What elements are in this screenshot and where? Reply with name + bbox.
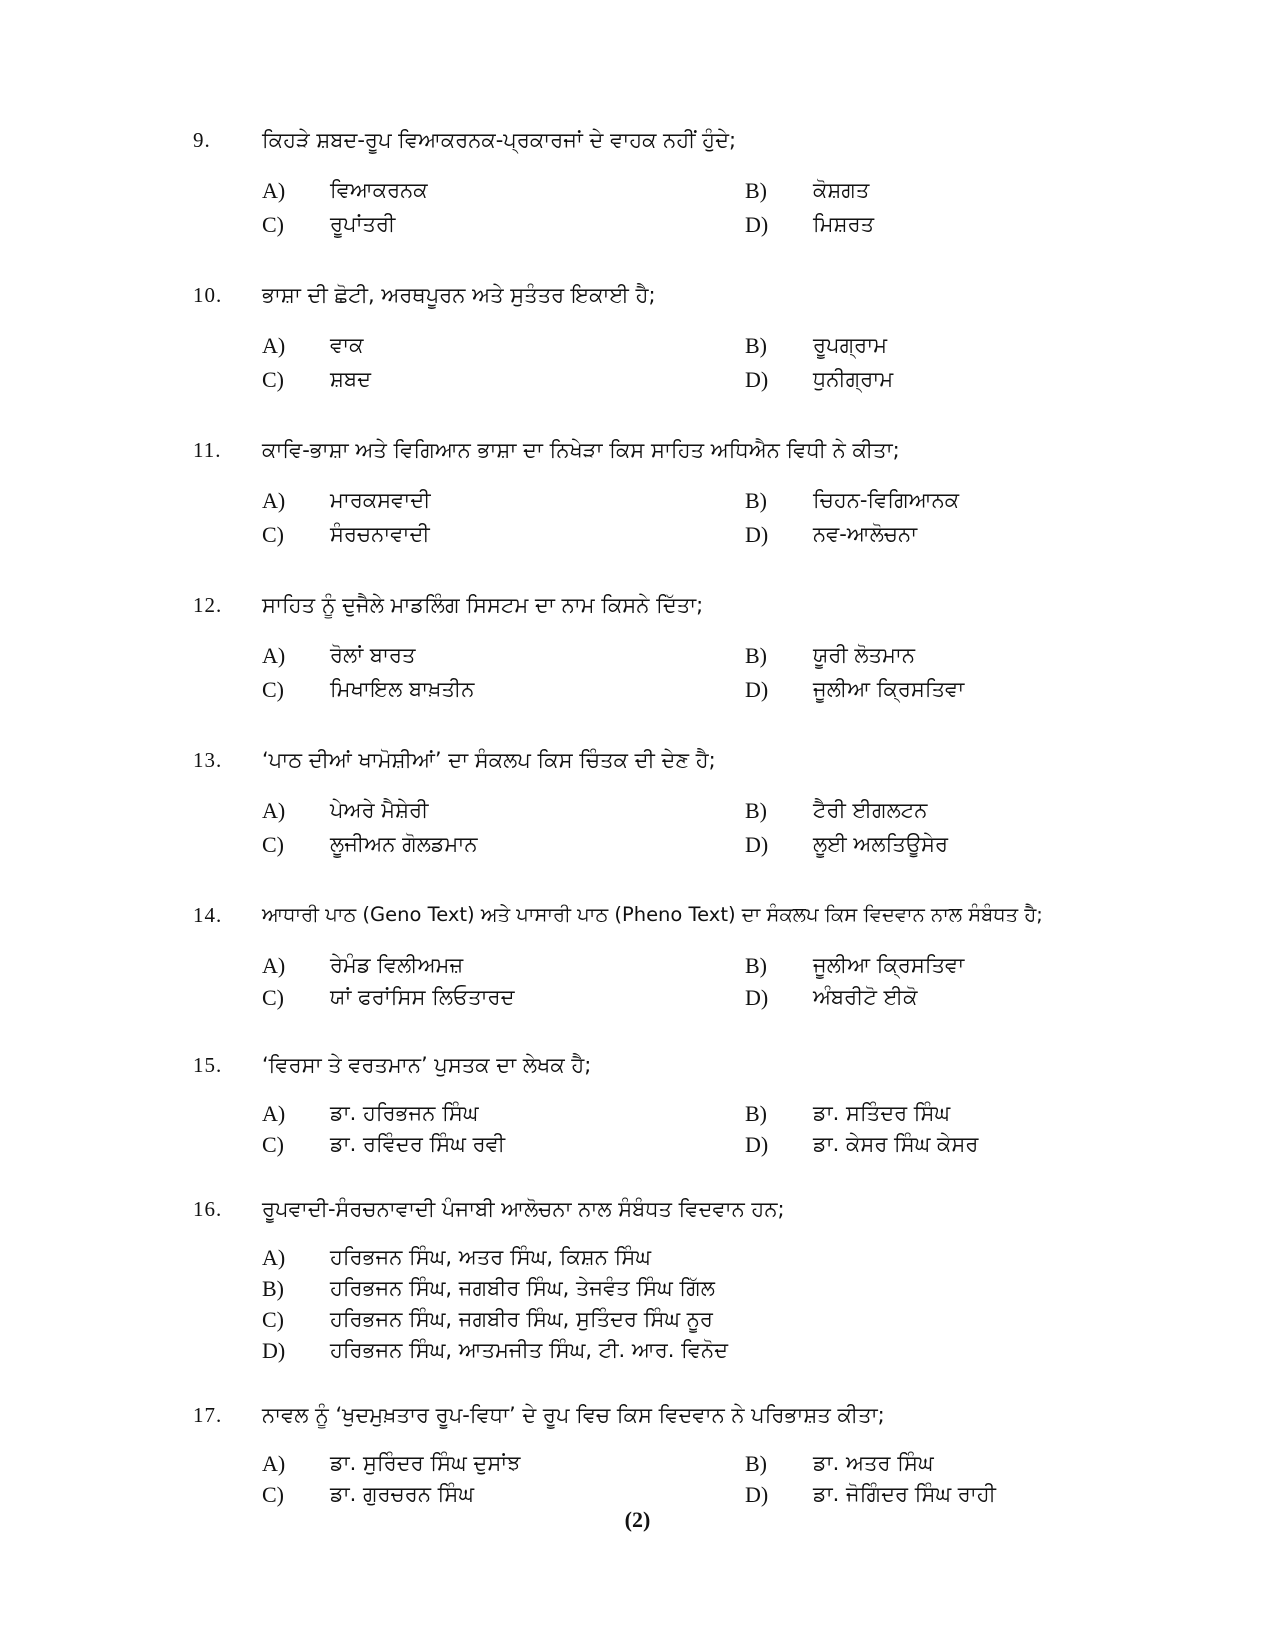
option-letter: D) <box>745 212 769 237</box>
option-text: ਸੰਰਚਨਾਵਾਦੀ <box>330 522 430 546</box>
question-text: ‘ਪਾਠ ਦੀਆਂ ਖਾਮੋਸ਼ੀਆਂ’ ਦਾ ਸੰਕਲਪ ਕਿਸ ਚਿੰਤਕ ਦੀ ਦੇਣ ਹੈ; <box>262 748 716 772</box>
option-letter: A) <box>262 643 286 668</box>
option-text: ਰੇਮੰਡ ਵਿਲੀਅਮਜ਼ <box>330 953 464 977</box>
option-letter: A) <box>262 1245 286 1270</box>
option-letter: B) <box>745 953 767 978</box>
question-number: 9. <box>193 128 211 152</box>
option-letter: D) <box>745 985 769 1010</box>
option-text: ਰੂਪਾਂਤਰੀ <box>330 212 396 236</box>
option-text: ਜੂਲੀਆ ਕ੍ਰਿਸਤਿਵਾ <box>813 953 965 977</box>
option-letter: A) <box>262 953 286 978</box>
option-letter: C) <box>262 1132 284 1157</box>
option-text: ਟੈਰੀ ਈਗਲਟਨ <box>813 798 928 822</box>
option-letter: C) <box>262 1307 284 1332</box>
option-letter: A) <box>262 333 286 358</box>
option-text: ਚਿਹਨ-ਵਿਗਿਆਨਕ <box>813 488 960 512</box>
option-text: ਹਰਿਭਜਨ ਸਿੰਘ, ਆਤਮਜੀਤ ਸਿੰਘ, ਟੀ. ਆਰ. ਵਿਨੋਦ <box>330 1338 729 1362</box>
option-letter: D) <box>745 1482 769 1507</box>
question-text: ਕਿਹੜੇ ਸ਼ਬਦ-ਰੂਪ ਵਿਆਕਰਨਕ-ਪ੍ਰਕਾਰਜਾਂ ਦੇ ਵਾਹਕ ਨਹੀਂ ਹੁੰਦੇ; <box>262 128 737 152</box>
option-text: ਰੋਲਾਂ ਬਾਰਤ <box>330 643 416 667</box>
question-text: ਸਾਹਿਤ ਨੂੰ ਦੁਜੈਲੇ ਮਾਡਲਿੰਗ ਸਿਸਟਮ ਦਾ ਨਾਮ ਕਿਸਨੇ ਦਿੱਤਾ; <box>262 593 704 617</box>
option-text: ਡਾ. ਹਰਿਭਜਨ ਸਿੰਘ <box>330 1101 479 1125</box>
question-number: 13. <box>193 748 223 772</box>
option-text: ਡਾ. ਸੁਰਿੰਦਰ ਸਿੰਘ ਦੁਸਾਂਝ <box>330 1451 521 1475</box>
option-letter: A) <box>262 1101 286 1126</box>
option-letter: C) <box>262 522 284 547</box>
option-letter: D) <box>745 832 769 857</box>
option-letter: C) <box>262 832 284 857</box>
option-text: ਧੁਨੀਗ੍ਰਾਮ <box>813 367 894 391</box>
option-letter: B) <box>745 333 767 358</box>
option-letter: A) <box>262 798 286 823</box>
option-text: ਡਾ. ਕੇਸਰ ਸਿੰਘ ਕੇਸਰ <box>813 1132 979 1156</box>
option-text: ਕੋਸ਼ਗਤ <box>813 178 870 202</box>
option-letter: A) <box>262 488 286 513</box>
question-text: ਕਾਵਿ-ਭਾਸ਼ਾ ਅਤੇ ਵਿਗਿਆਨ ਭਾਸ਼ਾ ਦਾ ਨਿਖੇੜਾ ਕਿਸ ਸਾਹਿਤ ਅਧਿਐਨ ਵਿਧੀ ਨੇ ਕੀਤਾ; <box>262 438 900 462</box>
question-text: ‘ਵਿਰਸਾ ਤੇ ਵਰਤਮਾਨ’ ਪੁਸਤਕ ਦਾ ਲੇਖਕ ਹੈ; <box>262 1053 592 1077</box>
option-text: ਰੂਪਗ੍ਰਾਮ <box>813 333 888 357</box>
option-letter: B) <box>745 1451 767 1476</box>
option-letter: A) <box>262 178 286 203</box>
option-text: ਯਾਂ ਫਰਾਂਸਿਸ ਲਿਓਤਾਰਦ <box>330 985 515 1009</box>
option-letter: C) <box>262 985 284 1010</box>
option-text: ਮਿਸ਼ਰਤ <box>813 212 875 236</box>
question-text: ਨਾਵਲ ਨੂੰ ‘ਖੁਦਮੁਖ਼ਤਾਰ ਰੂਪ-ਵਿਧਾ’ ਦੇ ਰੂਪ ਵਿਚ ਕਿਸ ਵਿਦਵਾਨ ਨੇ ਪਰਿਭਾਸ਼ਤ ਕੀਤਾ; <box>262 1403 885 1427</box>
option-text: ਹਰਿਭਜਨ ਸਿੰਘ, ਜਗਬੀਰ ਸਿੰਘ, ਸੁਤਿੰਦਰ ਸਿੰਘ ਨੂਰ <box>330 1307 713 1331</box>
option-text: ਜੂਲੀਆ ਕ੍ਰਿਸਤਿਵਾ <box>813 677 965 701</box>
question-text: ਆਧਾਰੀ ਪਾਠ (Geno Text) ਅਤੇ ਪਾਸਾਰੀ ਪਾਠ (Pheno Text) ਦਾ ਸੰਕਲਪ ਕਿਸ ਵਿਦਵਾਨ ਨਾਲ ਸੰਬੰਧਤ ਹੈ; <box>262 903 1043 926</box>
option-text: ਡਾ. ਅਤਰ ਸਿੰਘ <box>813 1451 934 1475</box>
option-letter: C) <box>262 212 284 237</box>
option-letter: B) <box>745 488 767 513</box>
option-text: ਹਰਿਭਜਨ ਸਿੰਘ, ਅਤਰ ਸਿੰਘ, ਕਿਸ਼ਨ ਸਿੰਘ <box>330 1245 651 1269</box>
option-text: ਵਿਆਕਰਨਕ <box>330 178 428 202</box>
option-text: ਲੂਈ ਅਲਤਿਊਸੇਰ <box>813 832 949 856</box>
question-number: 16. <box>193 1197 223 1221</box>
option-letter: B) <box>745 178 767 203</box>
question-text: ਰੂਪਵਾਦੀ-ਸੰਰਚਨਾਵਾਦੀ ਪੰਜਾਬੀ ਆਲੋਚਨਾ ਨਾਲ ਸੰਬੰਧਤ ਵਿਦਵਾਨ ਹਨ; <box>262 1197 785 1221</box>
option-text: ਡਾ. ਜੋਗਿੰਦਰ ਸਿੰਘ ਰਾਹੀ <box>813 1482 996 1506</box>
option-letter: B) <box>262 1276 284 1301</box>
option-letter: B) <box>745 643 767 668</box>
option-text: ਪੇਅਰੇ ਮੈਸ਼ੇਰੀ <box>330 798 429 822</box>
question-number: 14. <box>193 903 223 927</box>
option-letter: C) <box>262 367 284 392</box>
option-letter: C) <box>262 677 284 702</box>
page-number: (2) <box>624 1507 651 1532</box>
option-letter: B) <box>745 1101 767 1126</box>
option-text: ਡਾ. ਰਵਿੰਦਰ ਸਿੰਘ ਰਵੀ <box>330 1132 506 1156</box>
question-number: 10. <box>193 283 223 307</box>
question-text: ਭਾਸ਼ਾ ਦੀ ਛੋਟੀ, ਅਰਥਪੂਰਨ ਅਤੇ ਸੁਤੰਤਰ ਇਕਾਈ ਹੈ; <box>262 283 656 307</box>
option-letter: D) <box>745 367 769 392</box>
option-letter: B) <box>745 798 767 823</box>
option-text: ਅੰਬਰੀਟੋ ਈਕੋ <box>813 985 918 1009</box>
option-text: ਡਾ. ਗੁਰਚਰਨ ਸਿੰਘ <box>330 1482 474 1506</box>
option-letter: A) <box>262 1451 286 1476</box>
option-letter: D) <box>745 522 769 547</box>
option-text: ਵਾਕ <box>330 333 364 357</box>
question-number: 11. <box>193 438 222 462</box>
option-text: ਹਰਿਭਜਨ ਸਿੰਘ, ਜਗਬੀਰ ਸਿੰਘ, ਤੇਜਵੰਤ ਸਿੰਘ ਗਿੱਲ <box>330 1276 715 1300</box>
option-text: ਸ਼ਬਦ <box>330 367 371 391</box>
option-text: ਯੂਰੀ ਲੋਤਮਾਨ <box>813 643 916 667</box>
option-text: ਮਿਖਾਇਲ ਬਾਖ਼ਤੀਨ <box>330 677 475 701</box>
option-text: ਡਾ. ਸਤਿੰਦਰ ਸਿੰਘ <box>813 1101 951 1125</box>
option-letter: D) <box>745 677 769 702</box>
option-letter: D) <box>262 1338 286 1363</box>
option-text: ਲੂਜੀਅਨ ਗੋਲਡਮਾਨ <box>330 832 478 856</box>
option-letter: D) <box>745 1132 769 1157</box>
question-number: 17. <box>193 1403 223 1427</box>
option-text: ਮਾਰਕਸਵਾਦੀ <box>330 488 431 512</box>
option-letter: C) <box>262 1482 284 1507</box>
question-number: 12. <box>193 593 223 617</box>
question-number: 15. <box>193 1053 223 1077</box>
option-text: ਨਵ-ਆਲੋਚਨਾ <box>813 522 918 546</box>
